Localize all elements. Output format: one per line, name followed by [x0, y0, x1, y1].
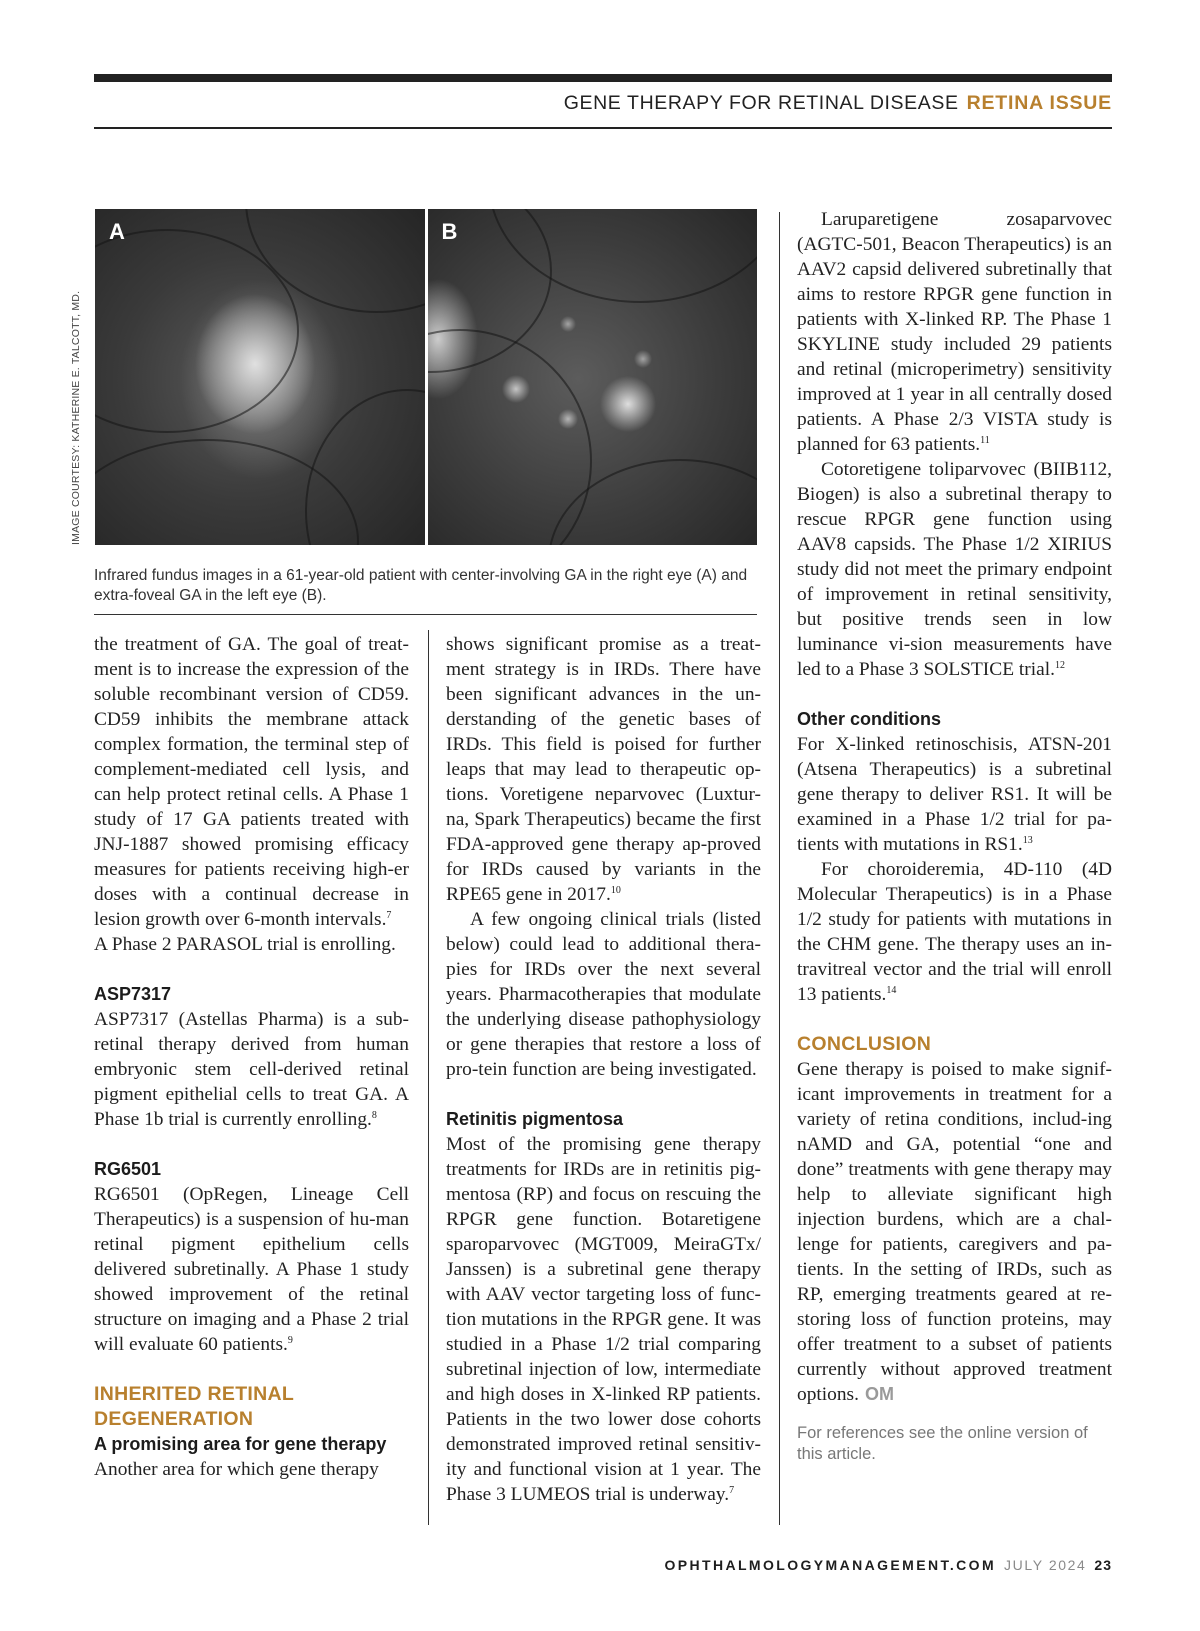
paragraph [797, 857, 1112, 1007]
paragraph [797, 732, 1112, 857]
paragraph-text: the treatment of GA. The goal of treat-ment is to increase the expression of the soluble recombinant version of CD59. CD59 inhibits the membrane attack complex formation, the terminal step of complement-mediated cell lysis, and can help protect retinal cells. A Phase 1 study of 17 GA patients treated with JNJ-1887 showed promising efficacy measures for patients receiving high-er doses with a continual decrease in lesion growth over 6-month intervals. [94, 634, 409, 930]
reference-mark: 12 [1054, 660, 1065, 671]
reference-mark: 7 [729, 1485, 735, 1496]
footer-site: OPHTHALMOLOGYMANAGEMENT.COM [664, 1557, 997, 1573]
fundus-image-b [428, 209, 758, 545]
reference-mark: 11 [980, 435, 990, 446]
column-divider [779, 212, 780, 1525]
column-1 [94, 632, 409, 1482]
paragraph: A few ongoing clinical trials (listed below) could lead to additional thera-pies for IRDs over the next several years. Pharmacotherapies that modulate the underlying disease pathophysiology or gene therapies that restore a loss of pro-tein function are being investigated. [446, 909, 761, 1080]
running-header [564, 92, 1112, 115]
reference-mark: 10 [610, 885, 621, 896]
footer-date: JULY 2024 [1004, 1557, 1087, 1573]
paragraph-text: Gene therapy is poised to make signif-icant improvements in treatment for a variety of retina conditions, includ-ing nAMD and GA, potential “one and done” treatments with gene therapy may help to alleviate significant high injection burdens, which are a chal-lenge for patients, caregivers and pa-tients. In the setting of IRDs, such as RP, emerging treatments geared at re-storing loss of function proteins, may offer treatment to a subset of patients currently without approved treatment options. [797, 1059, 1112, 1405]
paragraph-text: For X-linked retinoschisis, ATSN-201 (Atsena Therapeutics) is a subretinal gene therapy to deliver RS1. It will be examined in a Phase 1/2 trial for pa-tients with mutations in RS1. [797, 734, 1112, 855]
section-title: GENE THERAPY FOR RETINAL DISEASE [563, 92, 959, 114]
section-heading: CONCLUSION [797, 1033, 932, 1055]
reference-mark: 13 [1022, 835, 1033, 846]
top-bar-rule [94, 74, 1112, 82]
paragraph [94, 632, 409, 932]
caption-rule [94, 614, 757, 615]
paragraph: Another area for which gene therapy [94, 1459, 379, 1480]
paragraph [797, 207, 1112, 457]
fundus-image-a [95, 209, 425, 545]
paragraph-text: Cotoretigene toliparvovec (BIIB112, Biogen) is also a subretinal therapy to rescue RPGR gene function using AAV8 capsids. The Phase 1/2 XIRIUS study did not meet the primary endpoint of improvement in retinal sensitivity, but positive trends seen in low luminance vi-sion measurements have led to a Phase 3 SOLSTICE trial. [797, 459, 1112, 680]
column-2 [446, 632, 761, 1507]
subheading: Other conditions [797, 709, 941, 729]
references-note: For references see the online version of this article. [797, 1424, 1088, 1463]
paragraph-text: RG6501 (OpRegen, Lineage Cell Therapeutics) is a suspension of hu-man retinal pigment epithelium cells delivered subretinally. A Phase 1 study showed improvement of the retinal structure on imaging and a Phase 2 trial will evaluate 60 patients. [94, 1184, 409, 1355]
header-rule [94, 127, 1112, 129]
paragraph [446, 1132, 761, 1507]
paragraph-text: Most of the promising gene therapy treatments for IRDs are in retinitis pig-mentosa (RP) and focus on rescuing the RPGR gene function. Botaretigene sparoparvovec (MGT009, MeiraGTx/ Janssen) is a subretinal gene therapy with AAV vector targeting loss of func-tion mutations in the RPGR gene. It was studied in a Phase 1/2 trial comparing subretinal injection of low, intermediate and high doses in X-linked RP patients. Patients in the two lower dose cohorts demonstrated improved retinal sensitiv-ity and functional vision at 1 year. The Phase 3 LUMEOS trial is underway. [446, 1134, 761, 1505]
paragraph [797, 457, 1112, 682]
column-divider [428, 630, 429, 1525]
paragraph-text: ASP7317 (Astellas Pharma) is a sub-retinal therapy derived from human embryonic stem cell-derived retinal pigment epithelial cells to treat GA. A Phase 1b trial is currently enrolling. [94, 1009, 409, 1130]
panel-label-b: B [441, 219, 458, 244]
reference-mark: 7 [386, 910, 392, 921]
issue-label: RETINA ISSUE [966, 92, 1112, 114]
column-3 [797, 207, 1112, 1465]
subheading: A promising area for gene therapy [94, 1434, 387, 1454]
vessel-shape [305, 389, 425, 545]
panel-label-a: A [109, 219, 125, 244]
paragraph-text: For choroideremia, 4D-110 (4D Molecular Therapeutics) is in a Phase 1/2 study for patients with mutations in the CHM gene. The therapy uses an in-travitreal vector and the trial will enroll 13 patients. [797, 859, 1112, 1005]
subheading: ASP7317 [94, 984, 172, 1004]
fundus-figure [95, 209, 757, 545]
subheading: RG6501 [94, 1159, 162, 1179]
reference-mark: 14 [886, 985, 897, 996]
section-heading: INHERITED RETINAL DEGENERATION [94, 1383, 294, 1430]
page-number: 23 [1094, 1557, 1112, 1573]
subheading: Retinitis pigmentosa [446, 1109, 624, 1129]
end-mark: OM [864, 1384, 894, 1404]
page-footer [664, 1557, 1112, 1573]
reference-mark: 9 [287, 1335, 293, 1346]
image-credit: IMAGE COURTESY: KATHERINE E. TALCOTT, MD. [70, 290, 82, 545]
reference-mark: 8 [371, 1110, 377, 1121]
paragraph-text: Laruparetigene zosaparvovec (AGTC-501, Beacon Therapeutics) is an AAV2 capsid delivered subretinally that aims to restore RPGR gene function in patients with X-linked RP. The Phase 1 SKYLINE study included 29 patients and retinal (microperimetry) sensitivity improved at 1 year in all centrally dosed patients. A Phase 2/3 VISTA study is planned for 63 patients. [797, 209, 1112, 455]
paragraph [446, 632, 761, 907]
paragraph-text: shows significant promise as a treat-ment strategy is in IRDs. There have been significant advances in the un-derstanding of the genetic bases of IRDs. This field is poised for further leaps that may lead to therapeutic op-tions. Voretigene neparvovec (Luxtur-na, Spark Therapeutics) became the first FDA-approved gene therapy ap-proved for IRDs caused by variants in the RPE65 gene in 2017. [446, 634, 761, 905]
figure-caption: Infrared fundus images in a 61-year-old patient with center-involving GA in the right eye (A) and extra-foveal GA in the left eye (B). [94, 567, 748, 604]
paragraph [94, 1182, 409, 1357]
paragraph [797, 1057, 1112, 1407]
paragraph: A Phase 2 PARASOL trial is enrolling. [94, 934, 396, 955]
paragraph [94, 1007, 409, 1132]
